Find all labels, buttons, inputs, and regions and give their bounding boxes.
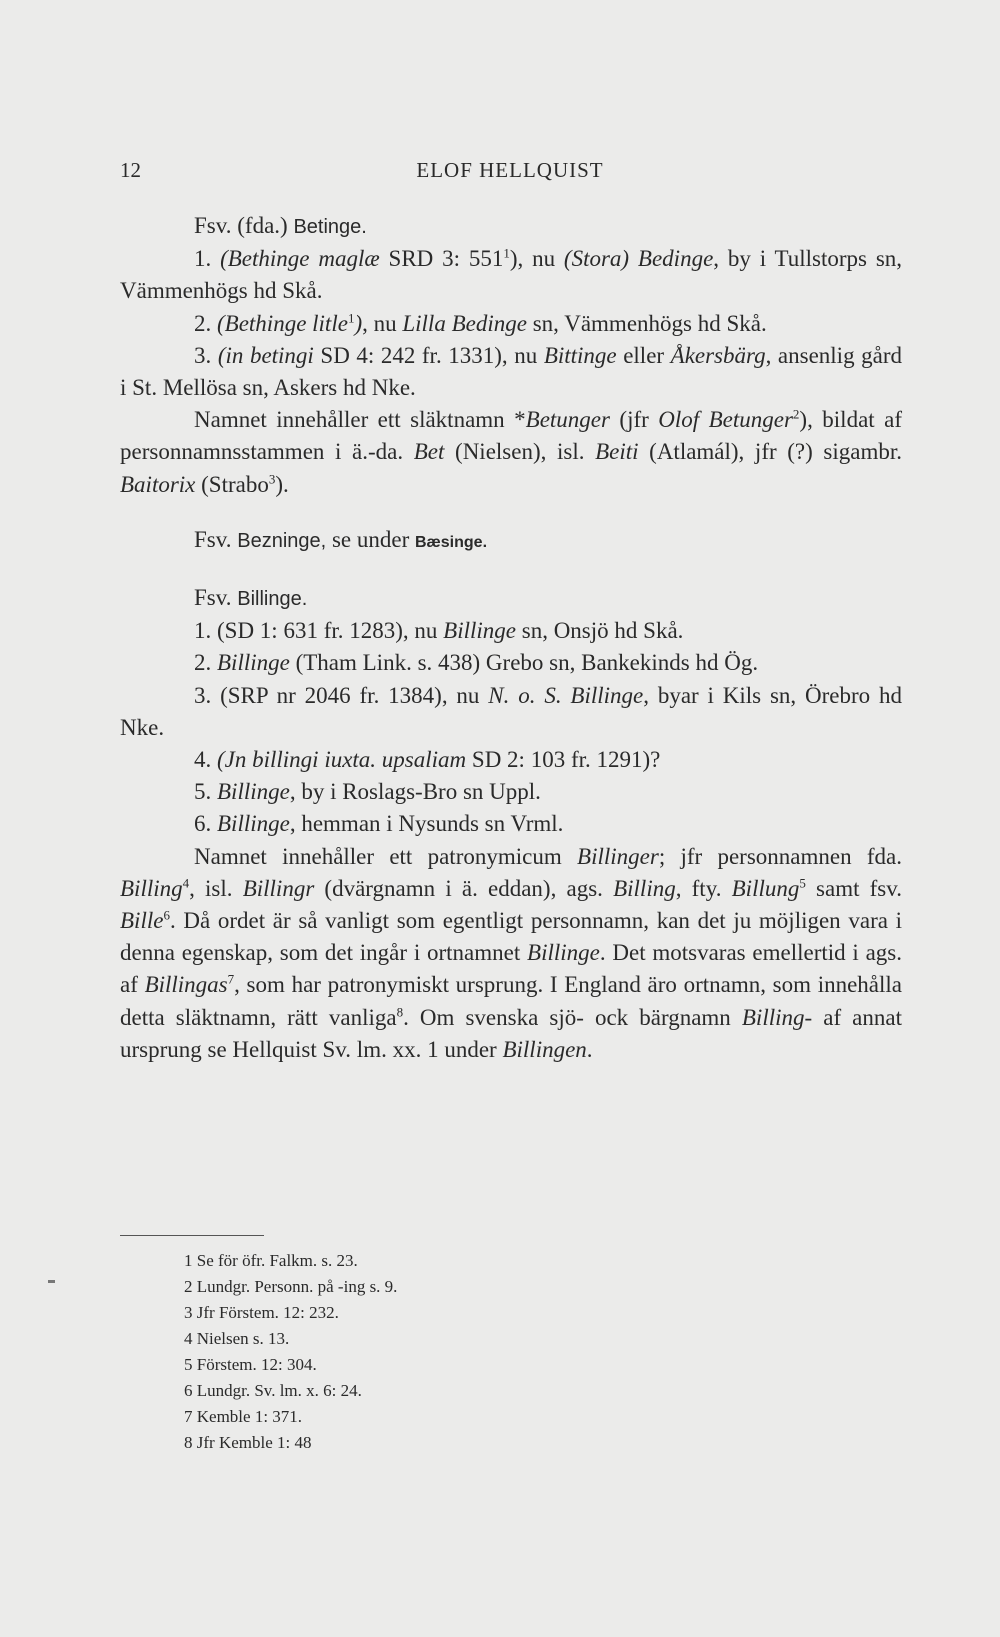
running-title: ELOF HELLQUIST <box>416 158 604 182</box>
footnote: 1 Se för öfr. Falkm. s. 23. <box>184 1251 358 1270</box>
main-text <box>120 210 902 1066</box>
paragraph: 2. Billinge (Tham Link. s. 438) Grebo sn, Bankekinds hd Ög. <box>194 650 759 676</box>
page-number: 12 <box>120 158 141 182</box>
running-header <box>120 158 900 188</box>
footnote: 5 Förstem. 12: 304. <box>184 1355 317 1374</box>
paragraph: 1. (Bethinge maglæ SRD 3: $551^1$), nu (Stora) Bedinge, by i Tullstorps sn, Vämmenhögs hd Skå. <box>120 245 903 304</box>
entry-billinge: Fsv. Billinge. <box>194 585 308 611</box>
footnote-rule <box>120 1235 264 1236</box>
paragraph: Namnet innehåller ett patronymicum Billinger; jfr personnamnen fda. Billing$^4$, isl. Billingr (dvärgnamn i ä. eddan), ags. Billing, fty. Billung$^5$ samt fsv. Bille$^6$. Då ordet är så vanligt som egentligt personnamn, kan det ju möjligen vara i denna egenskap, som det ingår i ortnamnet Billinge. Det motsvaras emellertid i ags. af Billingas$^7$, som har patronymiskt ursprung. I England äro ortnamn, som innehålla detta släktnamn, rätt vanliga$^8$. Om svenska sjö- ock bärgnamn Billing- af annat ursprung se Hellquist Sv. lm. xx. 1 under Billingen. <box>120 843 903 1062</box>
entry-betinge: Fsv. (fda.) Betinge. <box>194 213 367 238</box>
paragraph: 2. (Bethinge litle$^1$), nu Lilla Bedinge sn, Vämmenhögs hd Skå. <box>194 309 767 336</box>
footnotes <box>184 1248 397 1456</box>
headword-billinge: Billinge. <box>237 588 308 611</box>
paragraph: 6. Billinge, hemman i Nysunds sn Vrml. <box>194 811 564 837</box>
margin-mark <box>48 1280 55 1283</box>
entry-bezninge: Fsv. Bezninge, se under Bæsinge. <box>194 526 488 552</box>
footnote: 6 Lundgr. Sv. lm. x. 6: 24. <box>184 1381 362 1400</box>
footnote: 4 Nielsen s. 13. <box>184 1329 290 1348</box>
paragraph: 1. (SD 1: 631 fr. 1283), nu Billinge sn, Onsjö hd Skå. <box>194 618 684 644</box>
footnote: 7 Kemble 1: 371. <box>184 1407 303 1426</box>
crossref-baesinge: Bæsinge. <box>415 533 488 551</box>
paragraph: 3. (in betingi SD 4: 242 fr. 1331), nu Bittinge eller Åkersbärg, ansenlig gård i St. Mellösa sn, Askers hd Nke. <box>120 342 903 401</box>
paragraph: Namnet innehåller ett släktnamn *Betunger (jfr Olof Betunger$^2$), bildat af personnamnsstammen i ä.-da. Bet (Nielsen), isl. Beiti (Atlamál), jfr (?) sigambr. Baitorix (Strabo$^3$). <box>120 406 903 497</box>
headword-bezninge: Bezninge, <box>237 529 327 552</box>
footnote: 2 Lundgr. Personn. på -ing s. 9. <box>184 1277 398 1296</box>
paragraph: 5. Billinge, by i Roslags-Bro sn Uppl. <box>194 779 541 805</box>
paragraph: 3. (SRP nr 2046 fr. 1384), nu N. o. S. Billinge, byar i Kils sn, Örebro hd Nke. <box>120 682 902 740</box>
footnote: 3 Jfr Förstem. 12: 232. <box>184 1303 339 1322</box>
footnote: 8 Jfr Kemble 1: 48 <box>184 1433 312 1452</box>
paragraph: 4. (Jn billingi iuxta. upsaliam SD 2: 103 fr. 1291)? <box>194 747 661 773</box>
headword-betinge: Betinge. <box>293 216 367 238</box>
